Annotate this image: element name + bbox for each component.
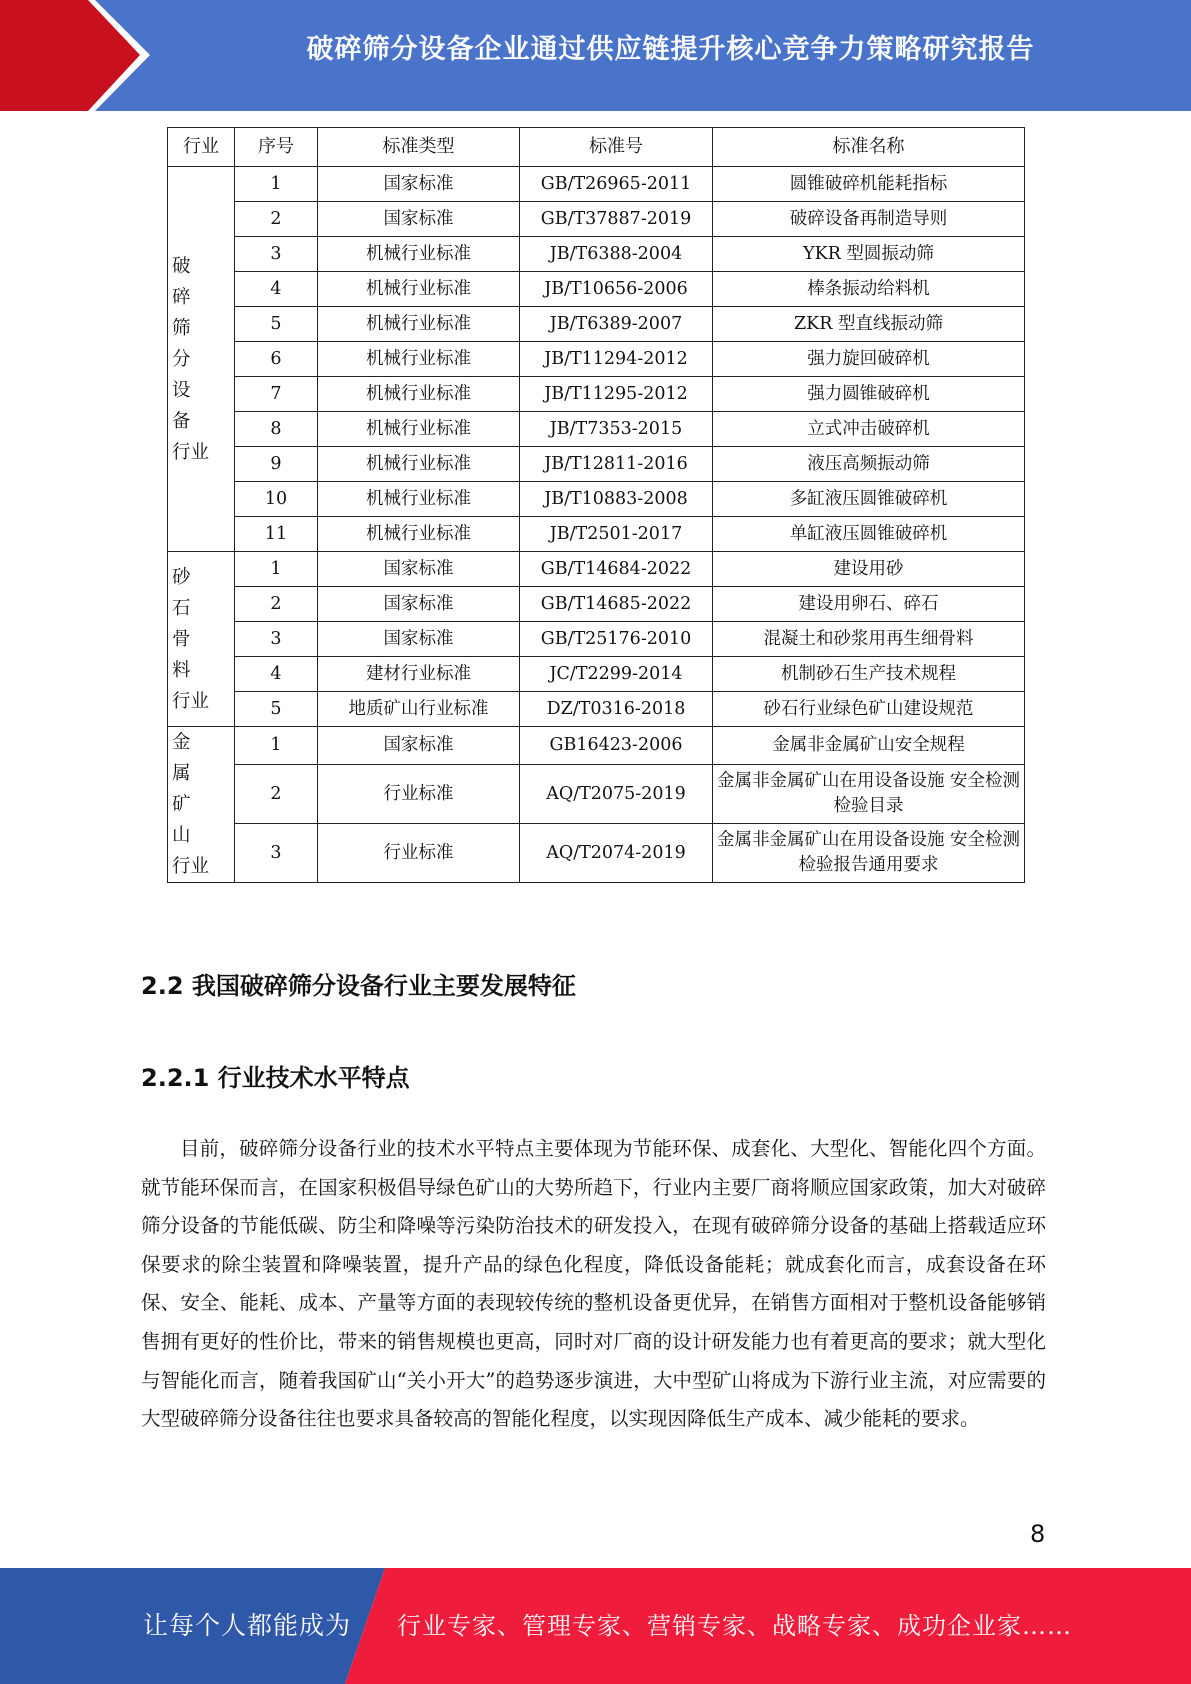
type-cell: 机械行业标准 <box>318 412 520 447</box>
type-cell: 机械行业标准 <box>318 237 520 272</box>
seq-cell: 3 <box>235 622 318 657</box>
table-row <box>168 377 1025 412</box>
table-row <box>168 412 1025 447</box>
name-cell: 砂石行业绿色矿山建设规范 <box>713 692 1025 727</box>
name-cell: 破碎设备再制造导则 <box>713 202 1025 237</box>
industry-label-line: 行业 <box>172 441 210 463</box>
name-cell: ZKR 型直线振动筛 <box>713 307 1025 342</box>
table-row <box>168 727 1025 765</box>
type-cell: 机械行业标准 <box>318 272 520 307</box>
name-cell: YKR 型圆振动筛 <box>713 237 1025 272</box>
column-header: 标准号 <box>520 128 713 167</box>
header-title: 破碎筛分设备企业通过供应链提升核心竞争力策略研究报告 <box>306 34 1035 65</box>
table-header-row <box>168 128 1025 167</box>
column-header: 行业 <box>168 128 235 167</box>
code-cell: JC/T2299-2014 <box>520 657 713 692</box>
seq-cell: 2 <box>235 587 318 622</box>
type-cell: 机械行业标准 <box>318 377 520 412</box>
name-cell: 金属非金属矿山在用设备设施 安全检测检验报告通用要求 <box>713 823 1025 882</box>
table-row <box>168 237 1025 272</box>
name-cell: 圆锥破碎机能耗指标 <box>713 167 1025 202</box>
code-cell: JB/T10883-2008 <box>520 482 713 517</box>
seq-cell: 8 <box>235 412 318 447</box>
seq-cell: 5 <box>235 692 318 727</box>
seq-cell: 10 <box>235 482 318 517</box>
code-cell: JB/T10656-2006 <box>520 272 713 307</box>
type-cell: 机械行业标准 <box>318 447 520 482</box>
seq-cell: 4 <box>235 272 318 307</box>
industry-cell <box>168 552 235 727</box>
name-cell: 金属非金属矿山在用设备设施 安全检测检验目录 <box>713 764 1025 823</box>
seq-cell: 11 <box>235 517 318 552</box>
name-cell: 混凝土和砂浆用再生细骨料 <box>713 622 1025 657</box>
seq-cell: 5 <box>235 307 318 342</box>
footer-slogan-left: 让每个人都能成为 <box>143 1611 352 1640</box>
industry-label-line: 金 属 <box>172 732 210 784</box>
type-cell: 行业标准 <box>318 764 520 823</box>
footer-slogan-right: 行业专家、管理专家、营销专家、战略专家、成功企业家…… <box>397 1612 1072 1640</box>
code-cell: DZ/T0316-2018 <box>520 692 713 727</box>
name-cell: 液压高频振动筛 <box>713 447 1025 482</box>
type-cell: 地质矿山行业标准 <box>318 692 520 727</box>
code-cell: JB/T7353-2015 <box>520 412 713 447</box>
seq-cell: 3 <box>235 823 318 882</box>
table-row <box>168 342 1025 377</box>
type-cell: 机械行业标准 <box>318 342 520 377</box>
seq-cell: 4 <box>235 657 318 692</box>
name-cell: 棒条振动给料机 <box>713 272 1025 307</box>
code-cell: GB/T37887-2019 <box>520 202 713 237</box>
seq-cell: 9 <box>235 447 318 482</box>
seq-cell: 1 <box>235 552 318 587</box>
column-header: 标准类型 <box>318 128 520 167</box>
page-footer <box>0 1568 1191 1684</box>
type-cell: 机械行业标准 <box>318 482 520 517</box>
name-cell: 建设用砂 <box>713 552 1025 587</box>
industry-label-line: 矿 山 <box>172 794 210 846</box>
table-row <box>168 657 1025 692</box>
seq-cell: 1 <box>235 727 318 765</box>
seq-cell: 2 <box>235 202 318 237</box>
industry-cell <box>168 167 235 552</box>
seq-cell: 1 <box>235 167 318 202</box>
type-cell: 国家标准 <box>318 167 520 202</box>
code-cell: JB/T6389-2007 <box>520 307 713 342</box>
name-cell: 单缸液压圆锥破碎机 <box>713 517 1025 552</box>
column-header: 标准名称 <box>713 128 1025 167</box>
table-row <box>168 587 1025 622</box>
industry-label-line: 砂 石 <box>172 566 210 619</box>
name-cell: 建设用卵石、碎石 <box>713 587 1025 622</box>
table-row <box>168 764 1025 823</box>
table-row <box>168 552 1025 587</box>
code-cell: GB/T25176-2010 <box>520 622 713 657</box>
industry-label-line: 破 碎 <box>172 255 210 308</box>
standards-table <box>167 127 1025 883</box>
table-row <box>168 517 1025 552</box>
table-row <box>168 272 1025 307</box>
type-cell: 国家标准 <box>318 587 520 622</box>
industry-label-line: 行业 <box>172 690 210 712</box>
type-cell: 机械行业标准 <box>318 517 520 552</box>
name-cell: 金属非金属矿山安全规程 <box>713 727 1025 765</box>
table-row <box>168 823 1025 882</box>
type-cell: 国家标准 <box>318 202 520 237</box>
name-cell: 多缸液压圆锥破碎机 <box>713 482 1025 517</box>
table-row <box>168 692 1025 727</box>
name-cell: 立式冲击破碎机 <box>713 412 1025 447</box>
table-row <box>168 447 1025 482</box>
section-heading: 2.2 我国破碎筛分设备行业主要发展特征 <box>141 972 576 1000</box>
code-cell: AQ/T2074-2019 <box>520 823 713 882</box>
code-cell: GB16423-2006 <box>520 727 713 765</box>
type-cell: 机械行业标准 <box>318 307 520 342</box>
code-cell: JB/T6388-2004 <box>520 237 713 272</box>
type-cell: 国家标准 <box>318 727 520 765</box>
name-cell: 强力旋回破碎机 <box>713 342 1025 377</box>
code-cell: GB/T14685-2022 <box>520 587 713 622</box>
type-cell: 行业标准 <box>318 823 520 882</box>
seq-cell: 6 <box>235 342 318 377</box>
industry-label-line: 骨 料 <box>172 628 210 681</box>
type-cell: 建材行业标准 <box>318 657 520 692</box>
code-cell: GB/T14684-2022 <box>520 552 713 587</box>
page-number: 8 <box>1030 1520 1046 1548</box>
code-cell: JB/T2501-2017 <box>520 517 713 552</box>
code-cell: AQ/T2075-2019 <box>520 764 713 823</box>
table-row <box>168 167 1025 202</box>
code-cell: JB/T11294-2012 <box>520 342 713 377</box>
industry-cell <box>168 727 235 883</box>
industry-label-line: 筛 分 <box>172 317 210 370</box>
seq-cell: 7 <box>235 377 318 412</box>
type-cell: 国家标准 <box>318 622 520 657</box>
seq-cell: 3 <box>235 237 318 272</box>
industry-label-line: 设 备 <box>172 379 210 432</box>
table-body <box>168 167 1025 883</box>
seq-cell: 2 <box>235 764 318 823</box>
table-row <box>168 202 1025 237</box>
table-row <box>168 482 1025 517</box>
subsection-heading: 2.2.1 行业技术水平特点 <box>141 1064 410 1092</box>
table-row <box>168 622 1025 657</box>
industry-label-line: 行业 <box>172 856 210 877</box>
column-header: 序号 <box>235 128 318 167</box>
table-row <box>168 307 1025 342</box>
type-cell: 国家标准 <box>318 552 520 587</box>
code-cell: JB/T11295-2012 <box>520 377 713 412</box>
body-paragraph: 目前，破碎筛分设备行业的技术水平特点主要体现为节能环保、成套化、大型化、智能化四个方面。就节能环保而言，在国家积极倡导绿色矿山的大势所趋下，行业内主要厂商将顺应国家政策，加大对破碎筛分设备的节能低碳、防尘和降噪等污染防治技术的研发投入，在现有破碎筛分设备的基础上搭载适应环保要求的除尘装置和降噪装置，提升产品的绿色化程度，降低设备能耗；就成套化而言，成套设备在环保、安全、能耗、成本、产量等方面的表现较传统的整机设备更优异，在销售方面相对于整机设备能够销售拥有更好的性价比，带来的销售规模也更高，同时对厂商的设计研发能力也有着更高的要求；就大型化与智能化而言，随着我国矿山“关小开大”的趋势逐步演进，大中型矿山将成为下游行业主流，对应需要的大型破碎筛分设备往往也要求具备较高的智能化程度，以实现因降低生产成本、减少能耗的要求。 <box>141 1137 1046 1431</box>
code-cell: JB/T12811-2016 <box>520 447 713 482</box>
name-cell: 机制砂石生产技术规程 <box>713 657 1025 692</box>
page-header <box>0 0 1191 111</box>
name-cell: 强力圆锥破碎机 <box>713 377 1025 412</box>
code-cell: GB/T26965-2011 <box>520 167 713 202</box>
